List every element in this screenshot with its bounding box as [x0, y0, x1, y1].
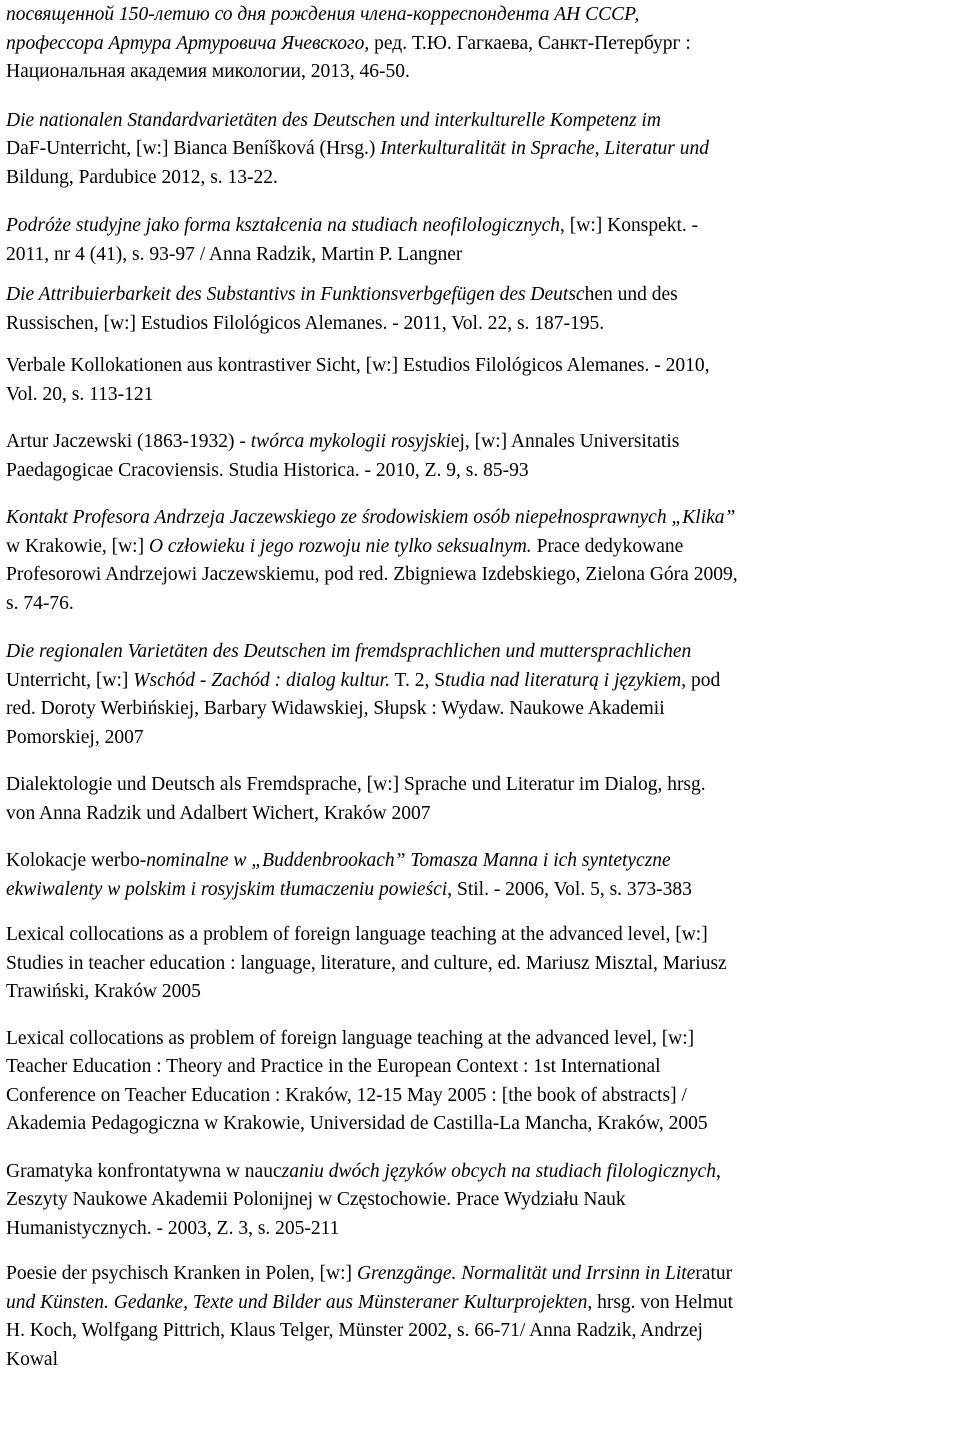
bibliography-entry-2 [6, 107, 942, 193]
text-run: Zeszyty Naukowe Akademii Polonijnej w Częstochowie. Prace Wydziału Nauk [6, 1189, 626, 1210]
entry-line [6, 1110, 942, 1139]
entry-line [6, 1025, 942, 1054]
entry-line [6, 800, 942, 829]
text-run: DaF-Unterricht, [w:] Bianca Beníšková (Hrsg.) [6, 138, 381, 159]
entry-line [6, 1158, 942, 1187]
text-run: Conference on Teacher Education : Kraków, 12-15 May 2005 : [the book of abstracts] / [6, 1084, 687, 1106]
text-run: Trawiński, Kraków 2005 [6, 981, 201, 1002]
entry-line [6, 695, 942, 724]
text-run: T. 2, S [389, 669, 446, 691]
text-run: Teacher Education : Theory and Practice in the European Context : 1st International [6, 1056, 661, 1077]
bibliography-entry-1 [6, 1, 942, 87]
text-run: Humanistycznych. - 2003, Z. 3, s. 205-211 [6, 1217, 340, 1239]
bibliography-entry-4 [6, 281, 942, 338]
bibliography-entry-8 [6, 638, 942, 752]
text-run: ekwiwalenty w polskim i rosyjskim tłumaczeniu powieści [6, 878, 448, 900]
text-run: посвященной 150-летию со дня рождения члена-корреспондента АН СССР, [6, 4, 640, 25]
text-run: , pod [681, 669, 721, 691]
text-run: Interkulturalität in Sprache, Literatur und [380, 138, 709, 159]
text-run: Lexical collocations as a problem of foreign language teaching at the advanced level, [w:] [6, 924, 708, 945]
entry-line [6, 638, 942, 667]
text-run: 2011, nr 4 (41), s. 93-97 / Anna Radzik, Martin P. Langner [6, 243, 463, 265]
text-run: zaniu dwóch języków obcych na studiach filologicznych [281, 1160, 716, 1182]
entry-line [6, 281, 942, 310]
entry-line [6, 1, 942, 30]
text-run: H. Koch, Wolfgang Pittrich, Klaus Telger, Münster 2002, s. 66-71/ Anna Radzik, Andrzej [6, 1320, 703, 1341]
text-run: Pomorskiej, 2007 [6, 726, 144, 748]
entry-line [6, 1346, 942, 1375]
entry-line [6, 1053, 942, 1082]
entry-line [6, 504, 942, 533]
entry-line [6, 58, 942, 87]
text-run: Lexical collocations as problem of foreign language teaching at the advanced level, [w:] [6, 1027, 695, 1049]
bibliography-entry-14 [6, 1260, 942, 1374]
text-run: , [w:] Konspekt. - [560, 215, 699, 236]
entry-line [6, 164, 942, 193]
entry-line [6, 847, 942, 876]
text-run: , Stil. - 2006, Vol. 5, s. 373-383 [447, 878, 692, 900]
entry-line [6, 135, 942, 164]
text-run: Russischen, [w:] Estudios Filológicos Alemanes. - 2011, Vol. 22, s. 187-195. [6, 312, 605, 334]
text-run: , [715, 1160, 721, 1182]
text-run: Grenzgänge. Normalität und Irrsinn in Lite [356, 1263, 696, 1284]
entry-line [6, 533, 942, 562]
text-run: Die regionalen Varietäten des Deutschen im fremdsprachlichen und muttersprachlichen [6, 641, 692, 662]
entry-line [6, 876, 942, 905]
text-run: Akademia Pedagogiczna w Krakowie, Universidad de Castilla-La Mancha, Kraków, 2005 [6, 1113, 708, 1134]
entry-line [6, 212, 942, 241]
text-run: Paedagogicae Cracoviensis. Studia Historica. - 2010, Z. 9, s. 85-93 [6, 459, 529, 481]
text-run: Podróże studyjne jako forma kształcenia na studiach neofilologicznych [6, 215, 561, 236]
entry-line [6, 724, 942, 753]
entry-line [6, 428, 942, 457]
text-run: Studies in teacher education : language, literature, and culture, ed. Mariusz Misztal, Mariusz [6, 952, 727, 974]
text-run: Prace dedykowane [531, 535, 684, 557]
entry-line [6, 241, 942, 270]
bibliography-page [0, 1, 960, 1431]
bibliography-entry-9 [6, 771, 942, 828]
text-run: профессора Артура Артуровича Ячевского, [6, 32, 370, 54]
bibliography-entry-10 [6, 847, 942, 904]
bibliography-entry-12 [6, 1025, 942, 1139]
text-run: ej, [w:] Annales Universitatis [450, 431, 680, 452]
entry-line [6, 30, 942, 59]
entry-line [6, 310, 942, 339]
text-run: Verbale Kollokationen aus kontrastiver Sicht, [w:] Estudios Filológicos Alemanes. - 2010, [6, 355, 710, 376]
entry-line [6, 457, 942, 486]
text-run: Unterricht, [w:] [6, 669, 134, 691]
text-run: , hrsg. von Helmut [587, 1291, 734, 1313]
entry-line [6, 1215, 942, 1244]
text-run: Национальная академия микологии, 2013, 46-50. [6, 61, 410, 82]
entry-line [6, 1289, 942, 1318]
bibliography-entry-7 [6, 504, 942, 618]
text-run: Kolokacje werbo- [6, 850, 147, 871]
text-run: O człowieku i jego rozwoju nie tylko seksualnym. [148, 535, 532, 557]
text-run: Vol. 20, s. 113-121 [6, 383, 154, 405]
text-run: hen und des [584, 284, 678, 305]
entry-line [6, 1260, 942, 1289]
text-run: s. 74-76. [6, 592, 74, 614]
text-run: twórca mykologii rosyjski [250, 431, 451, 452]
text-run: red. Doroty Werbińskiej, Barbary Widawskiej, Słupsk : Wydaw. Naukowe Akademii [6, 698, 665, 719]
entry-line [6, 978, 942, 1007]
text-run: Profesorowi Andrzejowi Jaczewskiemu, pod red. Zbigniewa Izdebskiego, Zielona Góra 2009, [6, 564, 738, 585]
bibliography-entry-5 [6, 352, 942, 409]
text-run: ratur [695, 1263, 733, 1284]
text-run: Poesie der psychisch Kranken in Polen, [w:] [6, 1263, 357, 1284]
entry-line [6, 771, 942, 800]
entry-line [6, 107, 942, 136]
bibliography-entry-3 [6, 212, 942, 269]
text-run: Wschód - Zachód : dialog kultur. [133, 669, 390, 691]
bibliography-entry-11 [6, 921, 942, 1007]
text-run: tudia nad literaturą i językiem [445, 669, 682, 691]
entry-line [6, 561, 942, 590]
entry-line [6, 352, 942, 381]
text-run: ред. Т.Ю. Гагкаева, Санкт-Петербург : [369, 32, 691, 54]
text-run: Bildung, Pardubice 2012, s. 13-22. [6, 166, 278, 188]
text-run: Dialektologie und Deutsch als Fremdsprache, [w:] Sprache und Literatur im Dialog, hrsg. [6, 774, 706, 795]
text-run: und Künsten. Gedanke, Texte und Bilder aus Münsteraner Kulturprojekten [6, 1291, 588, 1313]
bibliography-entry-13 [6, 1158, 942, 1244]
text-run: Kontakt Profesora Andrzeja Jaczewskiego ze środowiskiem osób niepełnosprawnych „Klika” [6, 507, 736, 528]
text-run: Die Attribuierbarkeit des Substantivs in Funktionsverbgefügen des Deutsc [6, 284, 585, 305]
entry-line [6, 950, 942, 979]
text-run: Artur Jaczewski (1863-1932) - [6, 431, 251, 452]
entry-line [6, 1317, 942, 1346]
entry-line [6, 1186, 942, 1215]
text-run: nominalne w „Buddenbrookach” Tomasza Manna i ich syntetyczne [146, 850, 671, 871]
text-run: Gramatyka konfrontatywna w nauc [6, 1160, 282, 1182]
text-run: w Krakowie, [w:] [6, 535, 149, 557]
entry-line [6, 590, 942, 619]
entry-line [6, 1082, 942, 1111]
text-run: Die nationalen Standardvarietäten des Deutschen und interkulturelle Kompetenz im [6, 109, 661, 131]
bibliography-entry-6 [6, 428, 942, 485]
entry-line [6, 921, 942, 950]
text-run: von Anna Radzik und Adalbert Wichert, Kraków 2007 [6, 802, 431, 824]
entry-line [6, 667, 942, 696]
entry-line [6, 381, 942, 410]
text-run: Kowal [6, 1348, 58, 1370]
